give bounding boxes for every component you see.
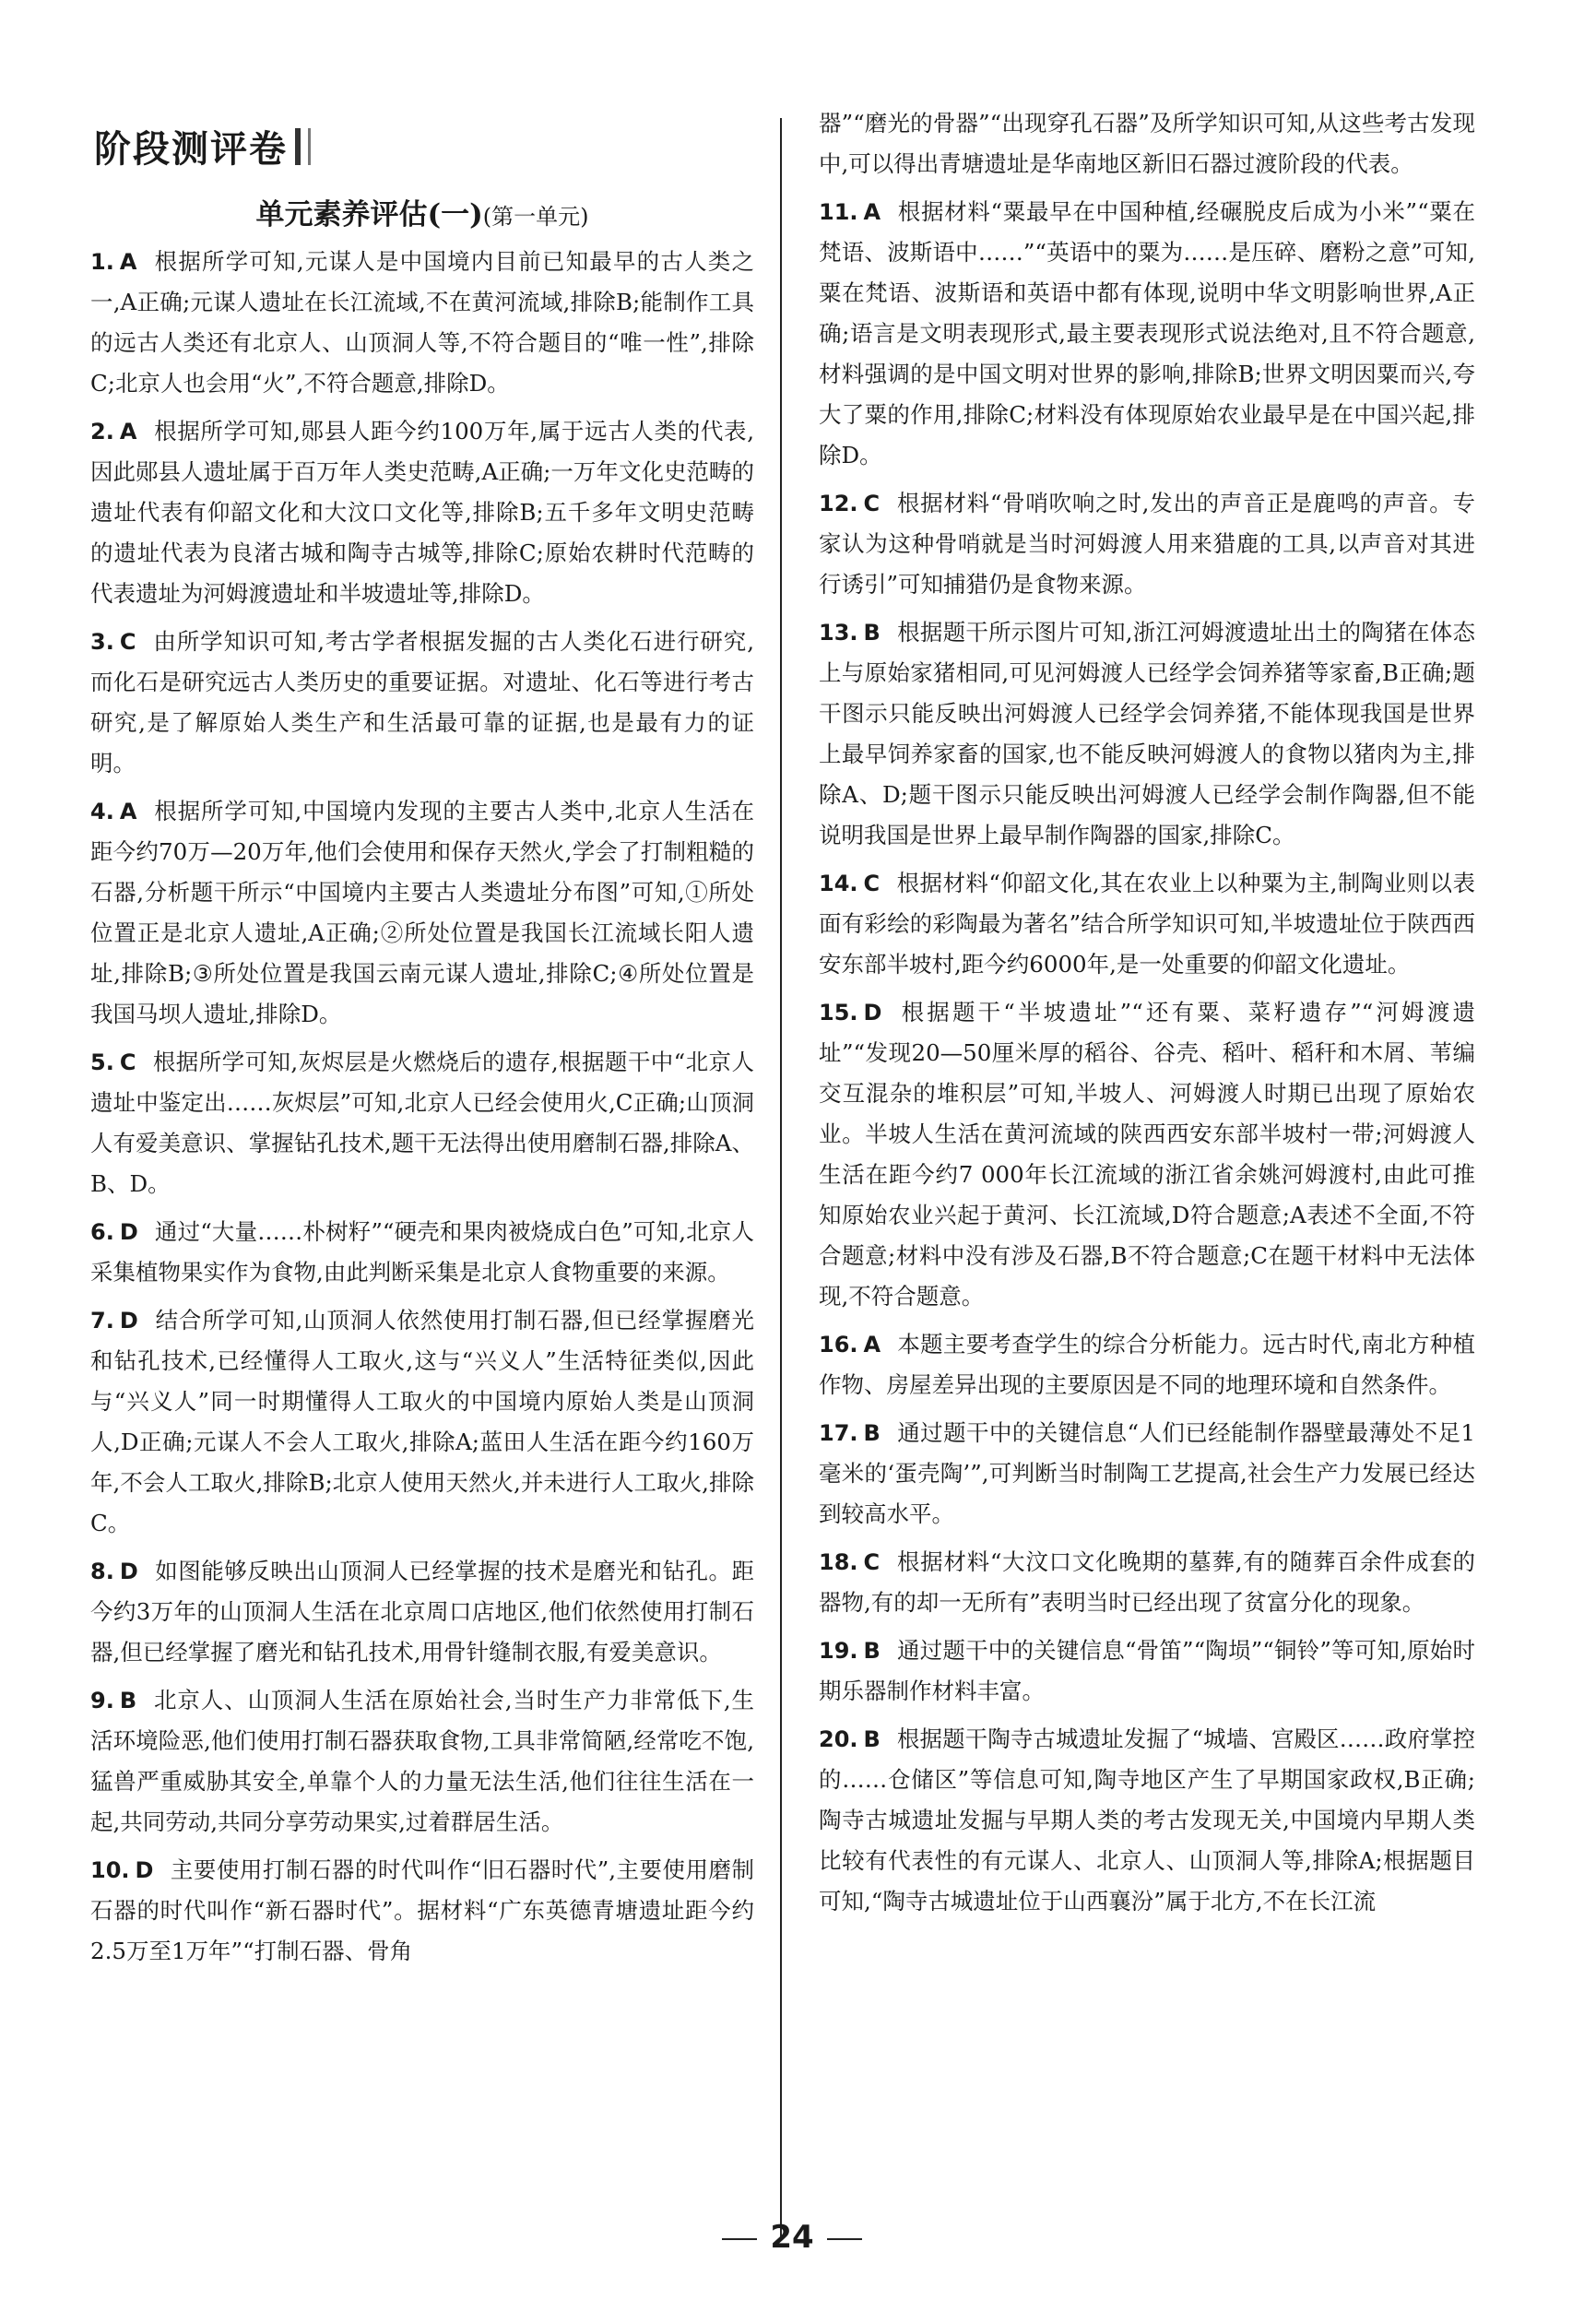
question-number: 4. — [90, 799, 114, 824]
explanation-text: 北京人、山顶洞人生活在原始社会,当时生产力非常低下,生活环境险恶,他们使用打制石器获取食物,工具非常简陋,经常吃不饱,猛兽严重威胁其安全,单靠个人的力量无法生活,他们往往生活在一起,共同劳动,共同分享劳动果实,过着群居生活。 — [90, 1687, 754, 1835]
explanation-text: 通过“大量……朴树籽”“硬壳和果肉被烧成白色”可知,北京人采集植物果实作为食物,由此判断采集是北京人食物重要的来源。 — [90, 1218, 754, 1286]
unit-note: (第一单元) — [482, 204, 589, 230]
answer-entry — [819, 103, 1475, 184]
explanation-text: 主要使用打制石器的时代叫作“旧石器时代”,主要使用磨制石器的时代叫作“新石器时代”。据材料“广东英德青塘遗址距今约2.5万至1万年”“打制石器、骨角 — [90, 1856, 754, 1964]
answer-entry — [90, 1551, 754, 1673]
explanation-text: 器”“磨光的骨器”“出现穿孔石器”及所学知识可知,从这些考古发现中,可以得出青塘遗址是华南地区新旧石器过渡阶段的代表。 — [819, 110, 1475, 177]
explanation-text: 根据所学可知,郧县人距今约100万年,属于远古人类的代表,因此郧县人遗址属于百万年人类史范畴,A正确;一万年文化史范畴的遗址代表有仰韶文化和大汶口文化等,排除B;五千多年文明史范畴的遗址代表为良渚古城和陶寺古城等,排除C;原始农耕时代范畴的代表遗址为河姆渡遗址和半坡遗址等,排除D。 — [90, 418, 754, 607]
answer-letter: A — [119, 419, 137, 445]
answer-letter: C — [119, 629, 136, 655]
answer-entry — [90, 1850, 754, 1972]
answer-entry — [819, 1719, 1475, 1922]
answer-letter: D — [135, 1857, 154, 1883]
question-number: 1. — [90, 249, 114, 275]
answer-entry — [819, 483, 1475, 605]
explanation-text: 根据题干“半坡遗址”“还有粟、菜籽遗存”“河姆渡遗址”“发现20—50厘米厚的稻谷、谷壳、稻叶、稻秆和木屑、苇编交互混杂的堆积层”可知,半坡人、河姆渡人时期已出现了原始农业。半坡人生活在黄河流域的陕西西安东部半坡村一带;河姆渡人生活在距今约7 000年长江流域的浙江省余姚河姆渡村,由此可推知原始农业兴起于黄河、长江流域,D符合题意;A表述不全面,不符合题意;材料中没有涉及石器,B不符合题意;C在题干材料中无法体现,不符合题意。 — [819, 999, 1475, 1310]
explanation-text: 根据材料“粟最早在中国种植,经碾脱皮后成为小米”“粟在梵语、波斯语中……”“英语中的粟为……是压碎、磨粉之意”可知,粟在梵语、波斯语和英语中都有体现,说明中华文明影响世界,A正确;语言是文明表现形式,最主要表现形式说法绝对,且不符合题意,材料强调的是中国文明对世界的影响,排除B;世界文明因粟而兴,夸大了粟的作用,排除C;材料没有体现原始农业最早是在中国兴起,排除D。 — [819, 198, 1475, 468]
answer-letter: D — [119, 1219, 138, 1245]
answer-letter: B — [863, 1726, 881, 1752]
question-number: 11. — [819, 199, 858, 225]
explanation-text: 结合所学可知,山顶洞人依然使用打制石器,但已经掌握磨光和钻孔技术,已经懂得人工取火,这与“兴义人”生活特征类似,因此与“兴义人”同一时期懂得人工取火的中国境内原始人类是山顶洞人,D正确;元谋人不会人工取火,排除A;蓝田人生活在距今约160万年,不会人工取火,排除B;北京人使用天然火,并未进行人工取火,排除C。 — [90, 1307, 754, 1536]
explanation-text: 根据题干所示图片可知,浙江河姆渡遗址出土的陶猪在体态上与原始家猪相同,可见河姆渡人已经学会饲养猪等家畜,B正确;题干图示只能反映出河姆渡人已经学会饲养猪,不能体现我国是世界上最早饲养家畜的国家,也不能反映河姆渡人的食物以猪肉为主,排除A、D;题干图示只能反映出河姆渡人已经学会制作陶器,但不能说明我国是世界上最早制作陶器的国家,排除C。 — [819, 619, 1475, 848]
explanation-text: 根据所学可知,中国境内发现的主要古人类中,北京人生活在距今约70万—20万年,他们会使用和保存天然火,学会了打制粗糙的石器,分析题干所示“中国境内主要古人类遗址分布图”可知,①所处位置正是北京人遗址,A正确;②所处位置是我国长江流域长阳人遗址,排除B;③所处位置是我国云南元谋人遗址,排除C;④所处位置是我国马坝人遗址,排除D。 — [90, 798, 754, 1027]
answer-letter: C — [119, 1049, 136, 1075]
answer-entry — [90, 622, 754, 784]
question-number: 7. — [90, 1308, 114, 1334]
explanation-text: 通过题干中的关键信息“骨笛”“陶埙”“铜铃”等可知,原始时期乐器制作材料丰富。 — [819, 1637, 1475, 1704]
answer-entry — [90, 242, 754, 404]
answer-letter: B — [863, 620, 881, 646]
answer-letter: B — [119, 1688, 137, 1713]
page-footer — [0, 2219, 1584, 2256]
answer-letter: C — [863, 1549, 881, 1575]
answer-letter: A — [863, 199, 881, 225]
answer-entry — [90, 1042, 754, 1204]
answer-letter: A — [119, 799, 137, 824]
explanation-text: 根据题干陶寺古城遗址发掘了“城墙、宫殿区……政府掌控的……仓储区”等信息可知,陶寺地区产生了早期国家政权,B正确;陶寺古城遗址发掘与早期人类的考古发现无关,中国境内早期人类比较有代表性的有元谋人、北京人、山顶洞人等,排除A;根据题目可知,“陶寺古城遗址位于山西襄汾”属于北方,不在长江流 — [819, 1725, 1475, 1915]
left-answer-list — [90, 242, 754, 1972]
question-number: 3. — [90, 629, 114, 655]
column-divider — [780, 118, 782, 2239]
question-number: 12. — [819, 491, 858, 516]
question-number: 15. — [819, 1000, 858, 1026]
page-number: 24 — [770, 2219, 814, 2256]
explanation-text: 如图能够反映出山顶洞人已经掌握的技术是磨光和钻孔。距今约3万年的山顶洞人生活在北京周口店地区,他们依然使用打制石器,但已经掌握了磨光和钻孔技术,用骨针缝制衣服,有爱美意识。 — [90, 1558, 754, 1666]
answer-entry — [90, 1680, 754, 1843]
answer-entry — [819, 1542, 1475, 1623]
answer-letter: D — [119, 1559, 138, 1584]
title-bar-decoration — [295, 128, 301, 165]
question-number: 9. — [90, 1688, 114, 1713]
title-bar-decoration-thin — [308, 128, 311, 165]
unit-title-text: 单元素养评估(一) — [255, 198, 483, 231]
answer-entry — [819, 1324, 1475, 1405]
question-number: 5. — [90, 1049, 114, 1075]
answer-letter: D — [119, 1308, 138, 1334]
answer-letter: D — [863, 1000, 882, 1026]
answer-entry — [819, 612, 1475, 856]
explanation-text: 根据所学可知,元谋人是中国境内目前已知最早的古人类之一,A正确;元谋人遗址在长江流域,不在黄河流域,排除B;能制作工具的远古人类还有北京人、山顶洞人等,不符合题目的“唯一性”,排除C;北京人也会用“火”,不符合题意,排除D。 — [90, 248, 754, 397]
unit-title — [90, 191, 754, 232]
explanation-text: 根据所学可知,灰烬层是火燃烧后的遗存,根据题干中“北京人遗址中鉴定出……灰烬层”可知,北京人已经会使用火,C正确;山顶洞人有爱美意识、掌握钻孔技术,题干无法得出使用磨制石器,排除A、B、D。 — [90, 1049, 754, 1197]
question-number: 13. — [819, 620, 858, 646]
explanation-text: 根据材料“大汶口文化晚期的墓葬,有的随葬百余件成套的器物,有的却一无所有”表明当时已经出现了贫富分化的现象。 — [819, 1548, 1475, 1616]
answer-letter: A — [863, 1332, 881, 1358]
question-number: 19. — [819, 1638, 858, 1664]
answer-entry — [90, 1212, 754, 1293]
question-number: 14. — [819, 871, 858, 896]
question-number: 17. — [819, 1420, 858, 1446]
answer-entry — [819, 992, 1475, 1317]
question-number: 16. — [819, 1332, 858, 1358]
question-number: 10. — [90, 1857, 130, 1883]
question-number: 2. — [90, 419, 114, 445]
explanation-text: 本题主要考查学生的综合分析能力。远古时代,南北方种植作物、房屋差异出现的主要原因是不同的地理环境和自然条件。 — [819, 1331, 1475, 1398]
question-number: 8. — [90, 1559, 114, 1584]
explanation-text: 通过题干中的关键信息“人们已经能制作器壁最薄处不足1毫米的‘蛋壳陶’”,可判断当时制陶工艺提高,社会生产力发展已经达到较高水平。 — [819, 1419, 1475, 1527]
answer-letter: C — [863, 871, 881, 896]
answer-entry — [819, 1413, 1475, 1535]
section-title-text: 阶段测评卷 — [94, 128, 288, 171]
answer-letter: A — [119, 249, 137, 275]
answer-letter: B — [863, 1420, 881, 1446]
explanation-text: 根据材料“仰韶文化,其在农业上以种粟为主,制陶业则以表面有彩绘的彩陶最为著名”结合所学知识可知,半坡遗址位于陕西西安东部半坡村,距今约6000年,是一处重要的仰韶文化遗址。 — [819, 870, 1475, 978]
explanation-text: 根据材料“骨哨吹响之时,发出的声音正是鹿鸣的声音。专家认为这种骨哨就是当时河姆渡人用来猎鹿的工具,以声音对其进行诱引”可知捕猎仍是食物来源。 — [819, 490, 1475, 598]
answer-entry — [90, 411, 754, 614]
right-answer-list — [819, 103, 1475, 1922]
explanation-text: 由所学知识可知,考古学者根据发掘的古人类化石进行研究,而化石是研究远古人类历史的重要证据。对遗址、化石等进行考古研究,是了解原始人类生产和生活最可靠的证据,也是最有力的证明。 — [90, 628, 754, 777]
answer-entry — [90, 791, 754, 1035]
answer-letter: C — [863, 491, 881, 516]
question-number: 20. — [819, 1726, 858, 1752]
question-number: 18. — [819, 1549, 858, 1575]
question-number: 6. — [90, 1219, 114, 1245]
footer-dash-left — [722, 2238, 757, 2240]
answer-entry — [819, 192, 1475, 476]
answer-letter: B — [863, 1638, 881, 1664]
answer-entry — [819, 1630, 1475, 1712]
answer-entry — [819, 863, 1475, 985]
footer-dash-right — [827, 2238, 862, 2240]
section-title — [94, 120, 754, 172]
left-column — [90, 109, 754, 1979]
answer-entry — [90, 1300, 754, 1544]
right-column — [819, 103, 1475, 1929]
